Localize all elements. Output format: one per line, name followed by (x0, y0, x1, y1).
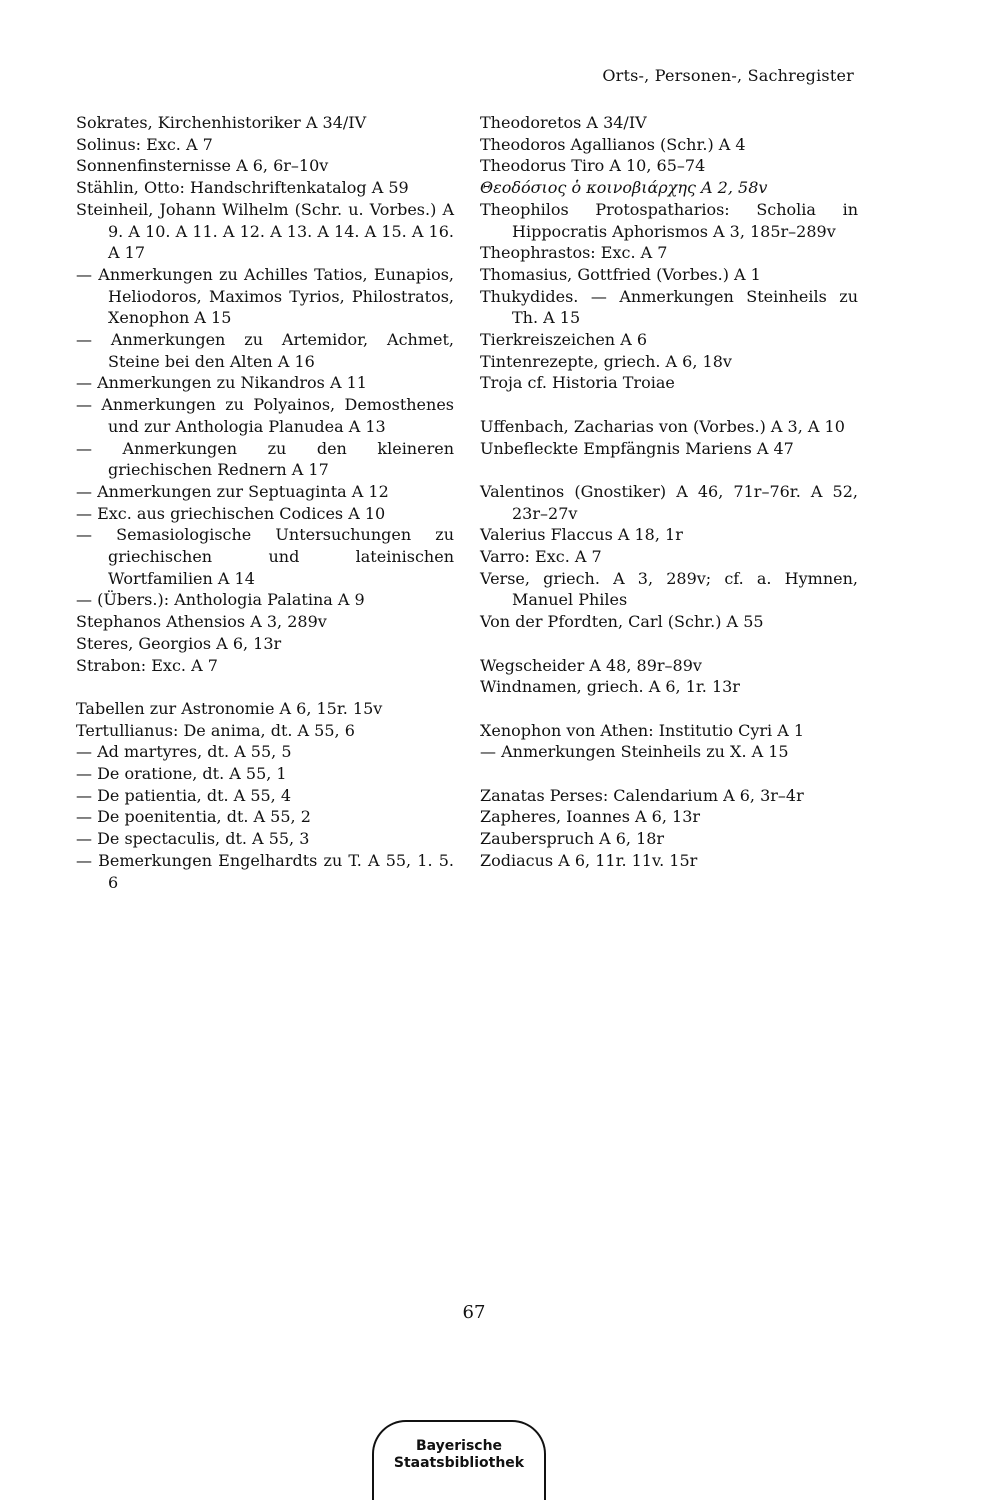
index-entry: Windnamen, griech. A 6, 1r. 13r (480, 677, 740, 697)
index-entry: Tertullianus: De anima, dt. A 55, 6 (76, 720, 355, 740)
index-entry: Zapheres, Ioannes A 6, 13r (480, 807, 701, 827)
index-entry: Sokrates, Kirchenhistoriker A 34/IV (76, 113, 367, 132)
index-entry: Zanatas Perses: Calendarium A 6, 3r–4r (480, 785, 804, 805)
index-entry: — Anmerkungen zu Polyainos, Demosthenes und zur Anthologia Planudea A 13 (76, 395, 454, 436)
index-entry: Theodoros Agallianos (Schr.) A 4 (480, 134, 746, 154)
index-entry: — Anmerkungen zu Artemidor, Achmet, Steine bei den Alten A 16 (76, 330, 454, 371)
index-column-left (76, 112, 454, 893)
index-entry: Theophrastos: Exc. A 7 (480, 243, 668, 263)
index-entry: Theodoretos A 34/IV (480, 113, 647, 132)
index-entry: — Semasiologische Untersuchungen zu griechischen und lateinischen Wortfamilien A 14 (76, 525, 454, 588)
index-entry: — Anmerkungen zu Achilles Tatios, Eunapios, Heliodoros, Maximos Tyrios, Philostratos, Xenophon A 15 (76, 264, 454, 328)
index-entry: — Bemerkungen Engelhardts zu T. A 55, 1. 5. 6 (76, 850, 454, 892)
index-entry: Solinus: Exc. A 7 (76, 134, 213, 154)
index-entry: Varro: Exc. A 7 (480, 547, 602, 567)
index-entry: Tintenrezepte, griech. A 6, 18v (480, 351, 732, 371)
stamp-line-2: Staatsbibliothek (393, 1455, 525, 1471)
index-entry: Unbefleckte Empfängnis Mariens A 47 (480, 438, 794, 458)
index-entry: — De patientia, dt. A 55, 4 (76, 785, 292, 805)
index-entry: Sonnenfinsternisse A 6, 6r–10v (76, 156, 329, 176)
section-gap (76, 676, 454, 698)
index-entry: Stählin, Otto: Handschriftenkatalog A 59 (76, 178, 409, 198)
index-entry: Theophilos Protospatharios: Scholia in Hippocratis Aphorismos A 3, 185r–289v (480, 199, 858, 241)
index-entry: Zauberspruch A 6, 18r (480, 829, 665, 849)
index-entry: Theodorus Tiro A 10, 65–74 (480, 156, 706, 176)
section-gap (480, 633, 858, 655)
index-entry: — (Übers.): Anthologia Palatina A 9 (76, 590, 365, 610)
index-entry: Troja cf. Historia Troiae (480, 373, 675, 393)
index-entry: Tabellen zur Astronomie A 6, 15r. 15v (76, 698, 383, 718)
section-gap (480, 698, 858, 720)
index-entry: — Exc. aus griechischen Codices A 10 (76, 503, 386, 523)
index-entry: Stephanos Athensios A 3, 289v (76, 612, 327, 632)
index-entry: — Ad martyres, dt. A 55, 5 (76, 742, 292, 762)
index-entry: — Anmerkungen zur Septuaginta A 12 (76, 481, 389, 501)
index-entry: Thomasius, Gottfried (Vorbes.) A 1 (480, 264, 761, 284)
index-entry: — De spectaculis, dt. A 55, 3 (76, 829, 310, 849)
page-number: 67 (462, 1302, 486, 1323)
index-entry: Wegscheider A 48, 89r–89v (480, 655, 702, 675)
index-entry: — De poenitentia, dt. A 55, 2 (76, 807, 311, 827)
index-entry: Steinheil, Johann Wilhelm (Schr. u. Vorbes.) A 9. A 10. A 11. A 12. A 13. A 14. A 15. A 16. A 17 (76, 199, 454, 263)
index-entry: Von der Pfordten, Carl (Schr.) A 55 (480, 612, 764, 632)
index-entry: Tierkreiszeichen A 6 (480, 330, 648, 350)
section-gap (480, 459, 858, 481)
index-entry: Xenophon von Athen: Institutio Cyri A 1 (480, 720, 805, 740)
library-stamp (372, 1420, 546, 1500)
stamp-line-1: Bayerische (415, 1438, 503, 1454)
running-head: Orts-, Personen-, Sachregister (602, 66, 854, 85)
index-entry: Valentinos (Gnostiker) A 46, 71r–76r. A 52, 23r–27v (480, 481, 858, 523)
index-column-right (480, 112, 858, 872)
index-entry: — Anmerkungen zu Nikandros A 11 (76, 373, 367, 393)
index-entry-greek: Θεοδόσιος ὁ κοινοβιάρχης A 2, 58v (480, 178, 768, 198)
section-gap (480, 763, 858, 785)
index-entry: Verse, griech. A 3, 289v; cf. a. Hymnen, Manuel Philes (480, 568, 858, 610)
index-entry: — Anmerkungen zu den kleineren griechischen Rednern A 17 (76, 438, 454, 480)
index-entry: Steres, Georgios A 6, 13r (76, 633, 282, 653)
index-entry: Uffenbach, Zacharias von (Vorbes.) A 3, A 10 (480, 416, 845, 436)
index-entry: — Anmerkungen Steinheils zu X. A 15 (480, 742, 789, 762)
index-entry: Strabon: Exc. A 7 (76, 655, 218, 675)
index-entry: Valerius Flaccus A 18, 1r (480, 525, 683, 545)
index-entry: Thukydides. — Anmerkungen Steinheils zu Th. A 15 (480, 286, 858, 328)
section-gap (480, 394, 858, 416)
index-entry: — De oratione, dt. A 55, 1 (76, 764, 287, 784)
index-entry: Zodiacus A 6, 11r. 11v. 15r (480, 850, 698, 870)
